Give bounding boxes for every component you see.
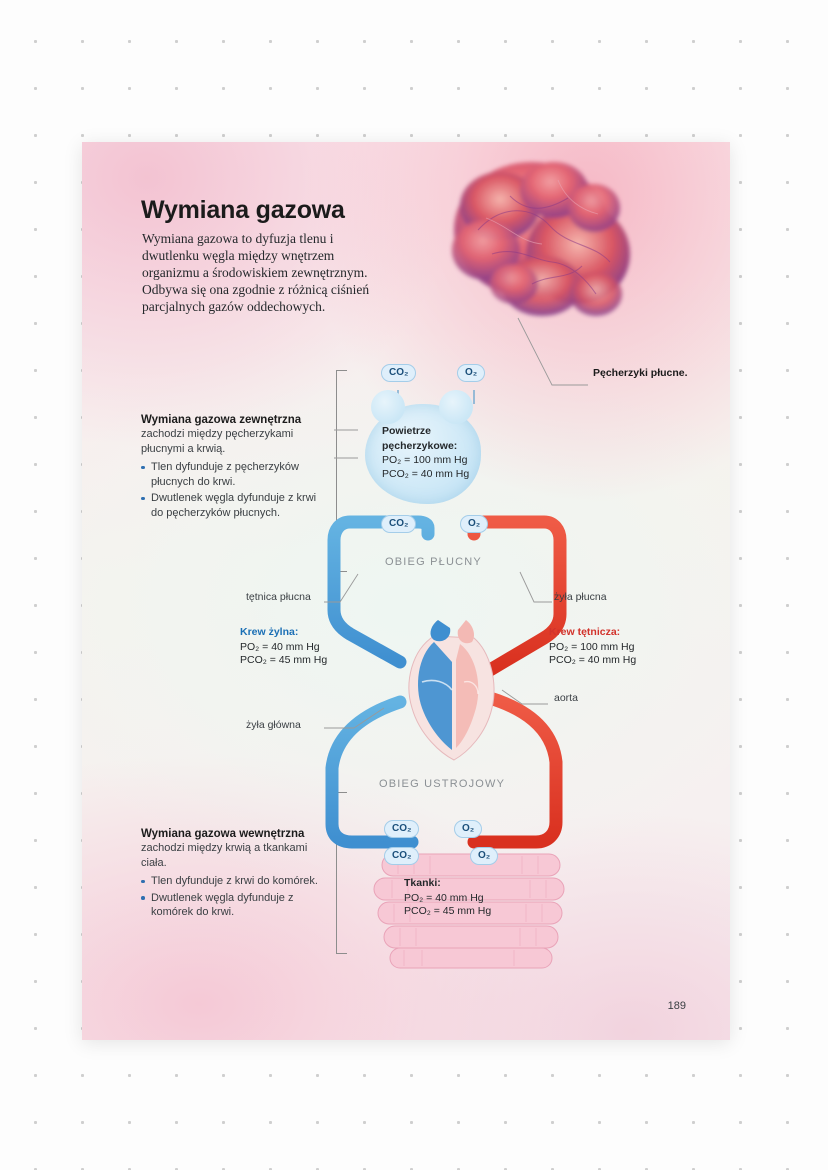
co2-pill-pulmonary-capillary: CO₂ (381, 515, 416, 533)
co2-pill-tissue: CO₂ (384, 847, 419, 865)
arterial-blood-heading: Krew tętnicza: (549, 626, 621, 638)
o2-pill-systemic-capillary: O₂ (454, 820, 482, 838)
alveolar-air-heading-1: Powietrze (382, 425, 432, 437)
tissue-po2: PO₂ = 40 mm Hg (404, 891, 484, 904)
alveolar-air-po2: PO₂ = 100 mm Hg (382, 454, 468, 466)
label-aorta: aorta (554, 692, 578, 704)
tissue-heading: Tkanki: (404, 877, 441, 889)
page-number: 189 (667, 1000, 686, 1012)
alveolar-air-heading-2: pęcherzykowe: (382, 439, 458, 452)
tissue-values (404, 877, 491, 919)
textbook-page (82, 142, 730, 1040)
internal-exchange-body: zachodzi między krwią a tkankami ciała. (141, 842, 308, 869)
label-pulmonary-circuit: OBIEG PŁUCNY (385, 556, 482, 568)
list-item: Dwutlenek węgla dyfunduje z komórek do krwi. (141, 891, 336, 920)
label-vena-cava: żyła główna (246, 719, 301, 731)
intro-paragraph: Wymiana gazowa to dyfuzja tlenu i dwutlenku węgla między wnętrzem organizmu a środowiskiem zewnętrznym. Odbywa się ona zgodnie z różnicą ciśnień parcjalnych gazów oddechowych. (142, 231, 370, 314)
label-pulmonary-artery: tętnica płucna (246, 591, 311, 603)
venous-blood-pco2: PCO₂ = 45 mm Hg (240, 654, 328, 666)
label-systemic-circuit: OBIEG USTROJOWY (379, 778, 506, 790)
external-exchange-body: zachodzi między pęcherzykami płucnymi a krwią. (141, 428, 294, 455)
venous-blood-po2: PO₂ = 40 mm Hg (240, 640, 320, 653)
venous-blood-heading: Krew żylna: (240, 626, 299, 638)
lung-caption: Pęcherzyki płucne. (593, 367, 688, 379)
arterial-blood-po2: PO₂ = 100 mm Hg (549, 640, 635, 653)
alveolar-air-values (382, 425, 469, 481)
external-exchange-heading: Wymiana gazowa zewnętrzna (141, 414, 302, 426)
list-item: Dwutlenek węgla dyfunduje z krwi do pęcherzyków płucnych. (141, 491, 329, 520)
o2-pill-tissue: O₂ (470, 847, 498, 865)
tissue-pco2: PCO₂ = 45 mm Hg (404, 905, 492, 917)
co2-pill-alveolus-in: CO₂ (381, 364, 416, 382)
list-item: Tlen dyfunduje z pęcherzyków płucnych do krwi. (141, 460, 329, 489)
o2-pill-pulmonary-capillary: O₂ (460, 515, 488, 533)
arterial-blood-values (549, 626, 636, 668)
internal-exchange-heading: Wymiana gazowa wewnętrzna (141, 828, 305, 840)
venous-blood-values (240, 626, 327, 668)
co2-pill-systemic-capillary: CO₂ (384, 820, 419, 838)
alveolar-air-pco2: PCO₂ = 40 mm Hg (382, 467, 470, 480)
label-pulmonary-vein: żyła płucna (554, 591, 607, 603)
o2-pill-alveolus-in: O₂ (457, 364, 485, 382)
list-item: Tlen dyfunduje z krwi do komórek. (141, 874, 336, 889)
page-title: Wymiana gazowa (141, 196, 345, 224)
arterial-blood-pco2: PCO₂ = 40 mm Hg (549, 654, 637, 666)
